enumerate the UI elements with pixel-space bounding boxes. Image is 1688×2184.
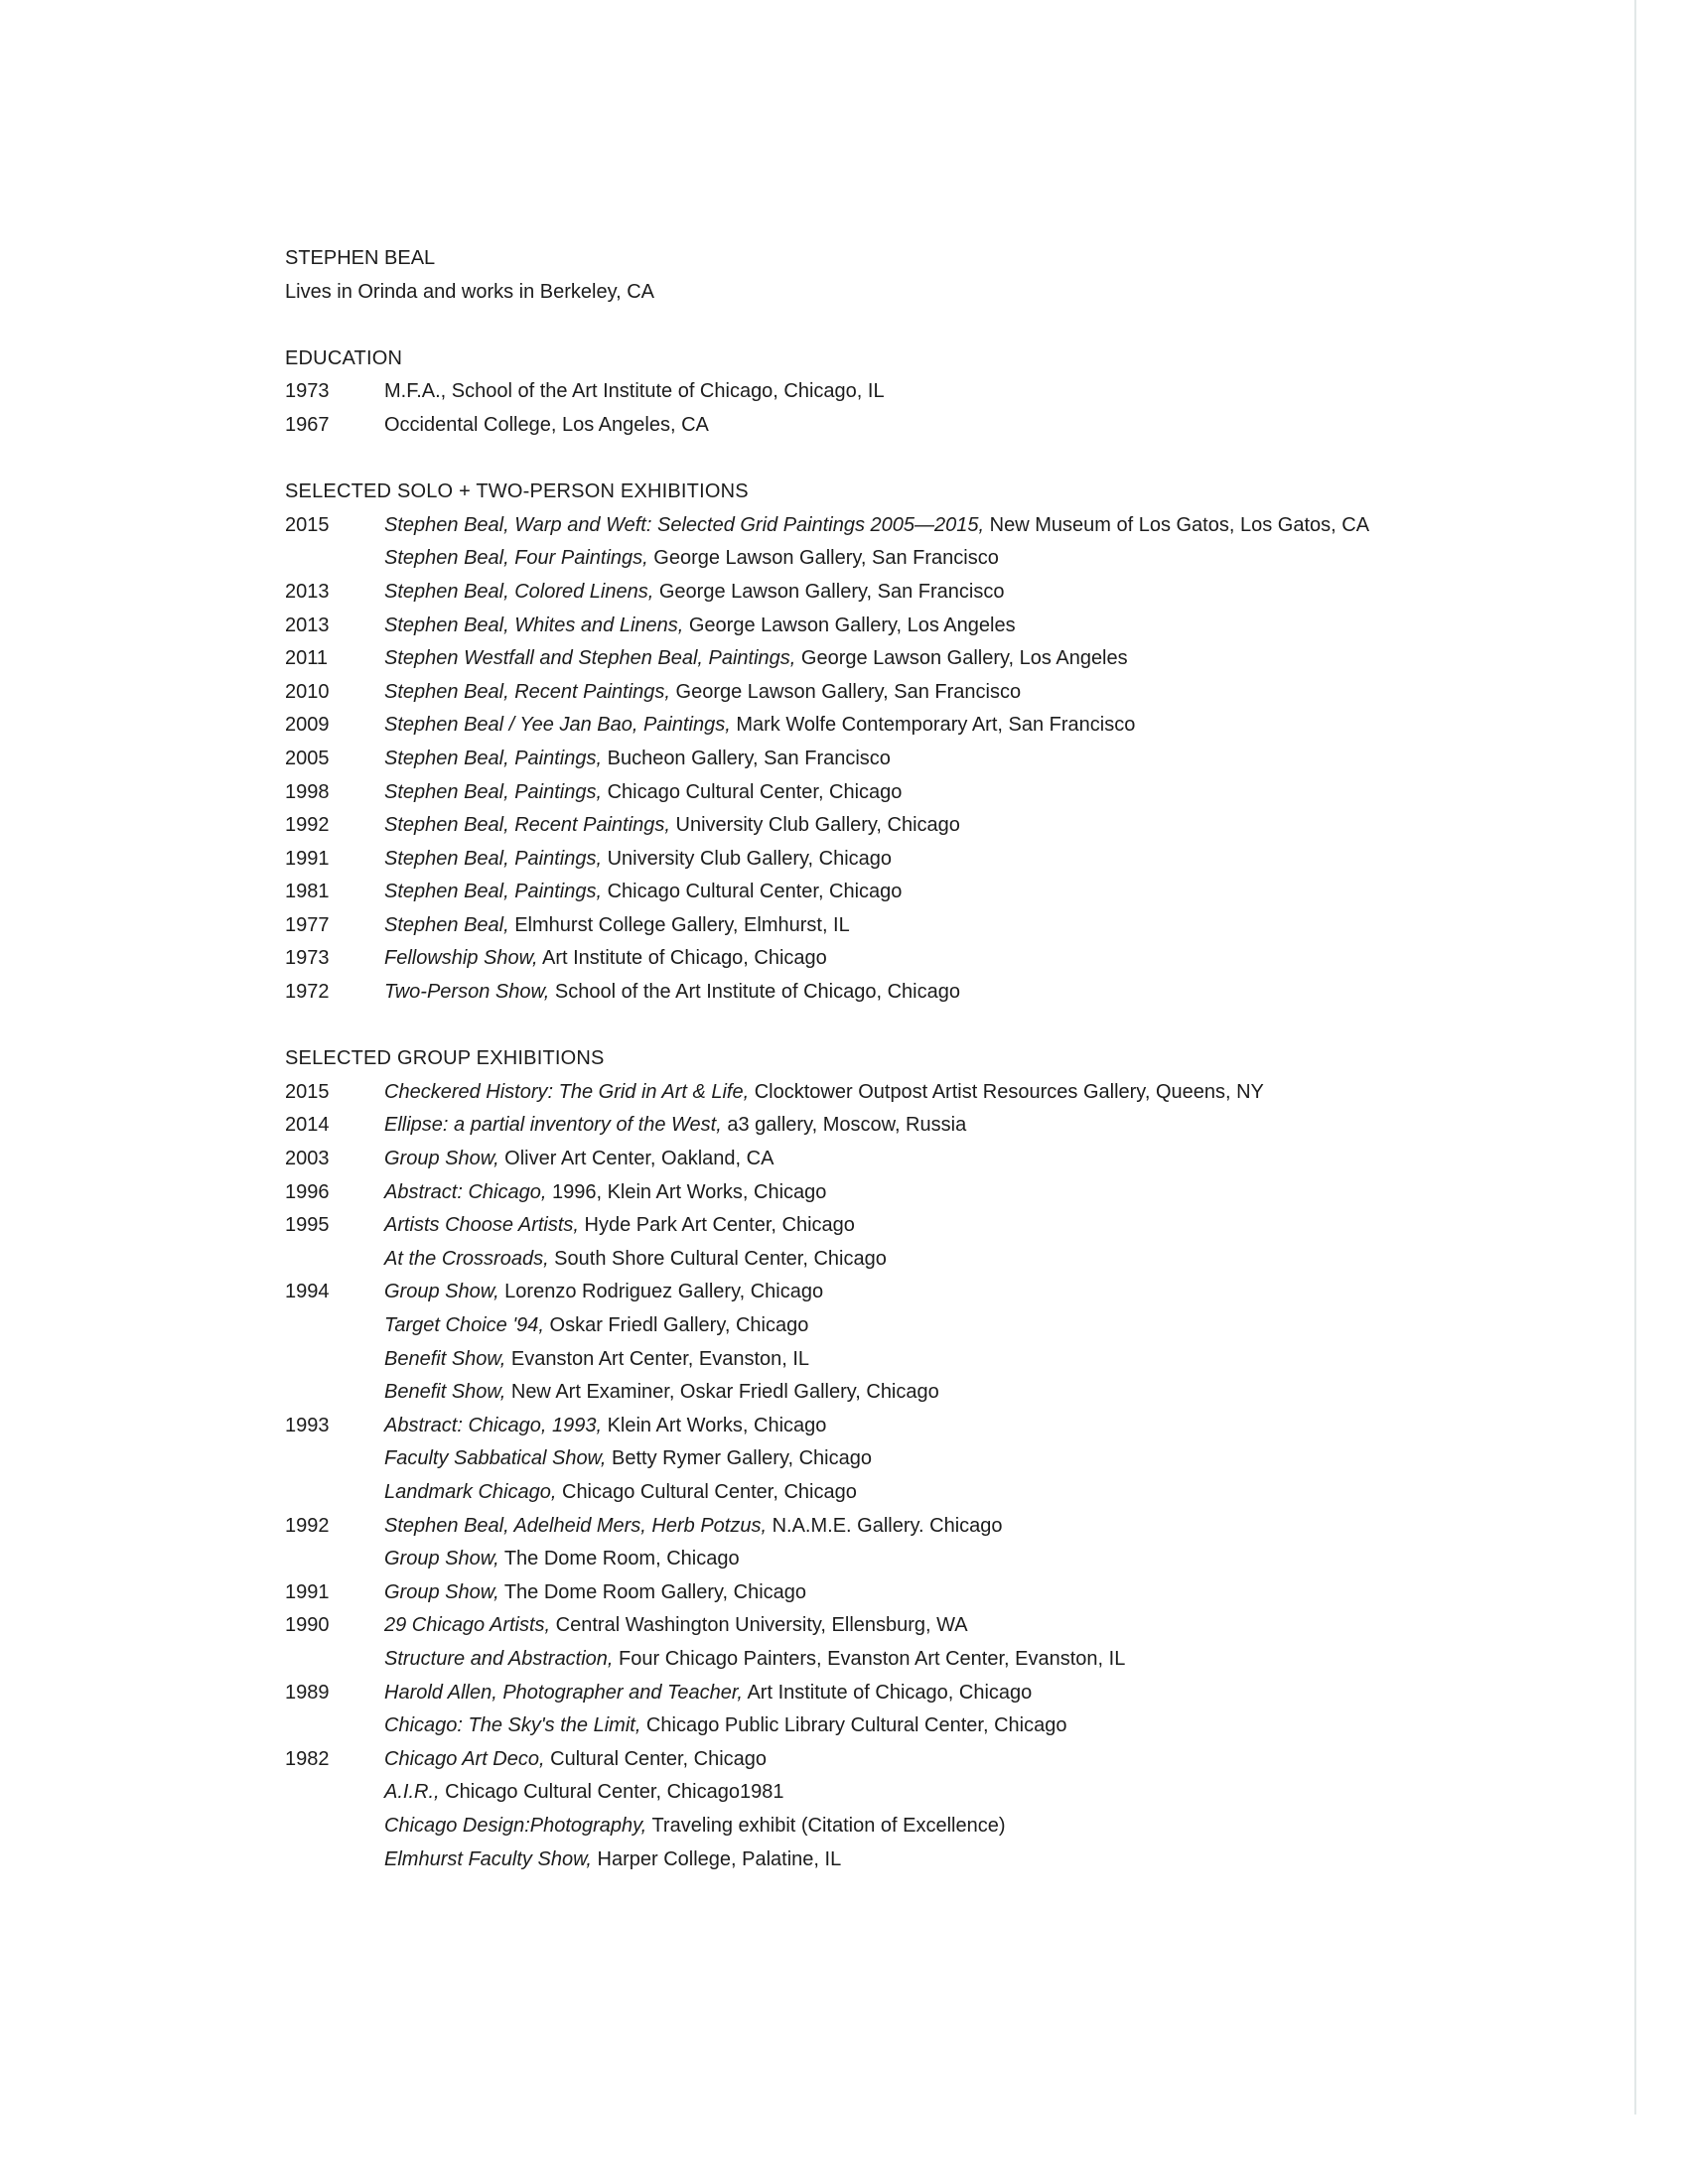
- entry-year: 2009: [285, 714, 330, 737]
- entry-text: [384, 1209, 1477, 1243]
- exhibition-venue: Bucheon Gallery, San Francisco: [602, 747, 891, 769]
- exhibition-title: 29 Chicago Artists,: [384, 1614, 551, 1637]
- entry-year: [285, 1709, 384, 1743]
- exhibition-title: Faculty Sabbatical Show,: [384, 1447, 607, 1470]
- exhibition-title: Harold Allen, Photographer and Teacher,: [384, 1681, 743, 1704]
- entry-text: [384, 610, 1477, 643]
- entry-text: [384, 976, 1477, 1010]
- list-item: [285, 809, 1477, 843]
- list-item: [285, 1643, 1477, 1677]
- entry-text: [384, 542, 1477, 576]
- exhibition-venue: Oskar Friedl Gallery, Chicago: [543, 1314, 809, 1336]
- entry-year: 1992: [285, 814, 330, 837]
- list-item: [285, 409, 1477, 443]
- entry-text: [384, 409, 1477, 443]
- list-item: [285, 876, 1477, 909]
- section-spacer: [285, 309, 1477, 342]
- entry-year: 1972: [285, 981, 330, 1004]
- cv-content: [285, 242, 1477, 1876]
- exhibition-title: Chicago Art Deco,: [384, 1747, 545, 1770]
- entry-text: [384, 676, 1477, 710]
- exhibition-venue: 1996, Klein Art Works, Chicago: [546, 1180, 827, 1203]
- list-item: [285, 542, 1477, 576]
- list-item: [285, 509, 1477, 543]
- exhibition-venue: University Club Gallery, Chicago: [602, 847, 892, 870]
- exhibition-title: Abstract: Chicago,: [384, 1180, 547, 1203]
- exhibition-title: Benefit Show,: [384, 1381, 506, 1404]
- education-heading: EDUCATION: [285, 346, 403, 369]
- list-item: [285, 676, 1477, 710]
- entry-year: 2005: [285, 747, 330, 769]
- entry-text: [384, 1109, 1477, 1143]
- entry-year: 1982: [285, 1747, 330, 1770]
- exhibition-venue: George Lawson Gallery, Los Angeles: [795, 647, 1128, 670]
- list-item: [285, 1476, 1477, 1510]
- exhibition-venue: New Art Examiner, Oskar Friedl Gallery, Chicago: [505, 1381, 939, 1404]
- exhibition-venue: University Club Gallery, Chicago: [669, 814, 960, 837]
- exhibition-venue: Chicago Cultural Center, Chicago: [602, 780, 903, 803]
- entry-text: [384, 1276, 1477, 1309]
- entry-text: [384, 1309, 1477, 1343]
- exhibition-title: Structure and Abstraction,: [384, 1647, 614, 1670]
- entry-year: 1995: [285, 1214, 330, 1237]
- entry-year: [285, 1476, 384, 1510]
- exhibition-venue: Harper College, Palatine, IL: [591, 1847, 842, 1870]
- exhibition-title: Benefit Show,: [384, 1347, 506, 1370]
- exhibition-title: Target Choice '94,: [384, 1314, 544, 1336]
- exhibition-venue: M.F.A., School of the Art Institute of Chicago, Chicago, IL: [384, 380, 885, 403]
- list-item: [285, 642, 1477, 676]
- exhibition-title: Elmhurst Faculty Show,: [384, 1847, 592, 1870]
- entry-year: 2013: [285, 580, 330, 603]
- entry-text: [384, 576, 1477, 610]
- section-spacer: [285, 443, 1477, 477]
- entry-text: [384, 909, 1477, 943]
- exhibition-title: Group Show,: [384, 1148, 499, 1170]
- entry-year: [285, 1776, 384, 1810]
- entry-text: [384, 1476, 1477, 1510]
- exhibition-venue: Mark Wolfe Contemporary Art, San Francisco: [730, 714, 1136, 737]
- list-item: [285, 1276, 1477, 1309]
- exhibition-title: Checkered History: The Grid in Art & Life,: [384, 1080, 750, 1103]
- list-item: [285, 843, 1477, 877]
- exhibition-venue: Betty Rymer Gallery, Chicago: [606, 1447, 872, 1470]
- group-exhibitions-list: [285, 1076, 1477, 1876]
- list-item: [285, 1209, 1477, 1243]
- entry-year: 2015: [285, 513, 330, 536]
- exhibition-venue: George Lawson Gallery, San Francisco: [647, 547, 999, 570]
- exhibition-title: Landmark Chicago,: [384, 1480, 557, 1503]
- entry-text: [384, 1510, 1477, 1544]
- entry-text: [384, 1442, 1477, 1476]
- list-item: [285, 1410, 1477, 1443]
- exhibition-venue: South Shore Cultural Center, Chicago: [548, 1247, 887, 1270]
- exhibition-title: Group Show,: [384, 1281, 499, 1303]
- entry-year: 1977: [285, 913, 330, 936]
- entry-text: [384, 809, 1477, 843]
- entry-text: [384, 942, 1477, 976]
- list-item: [285, 909, 1477, 943]
- exhibition-title: Group Show,: [384, 1548, 499, 1570]
- scan-edge-line: [1634, 0, 1636, 2115]
- entry-text: [384, 1776, 1477, 1810]
- exhibition-title: Stephen Beal, Four Paintings,: [384, 547, 648, 570]
- exhibition-venue: Oliver Art Center, Oakland, CA: [498, 1148, 774, 1170]
- exhibition-venue: Evanston Art Center, Evanston, IL: [505, 1347, 810, 1370]
- entry-year: 2011: [285, 647, 329, 670]
- exhibition-title: Chicago: The Sky's the Limit,: [384, 1714, 641, 1737]
- list-item: [285, 1109, 1477, 1143]
- list-item: [285, 1076, 1477, 1110]
- list-item: [285, 1743, 1477, 1777]
- exhibition-venue: George Lawson Gallery, Los Angeles: [683, 614, 1016, 636]
- entry-text: [384, 1843, 1477, 1877]
- list-item: [285, 1243, 1477, 1277]
- entry-year: 1991: [285, 1580, 330, 1603]
- exhibition-venue: Occidental College, Los Angeles, CA: [384, 413, 709, 436]
- exhibition-venue: School of the Art Institute of Chicago, Chicago: [549, 981, 960, 1004]
- list-item: [285, 1843, 1477, 1877]
- exhibition-venue: The Dome Room, Chicago: [498, 1548, 740, 1570]
- exhibition-venue: N.A.M.E. Gallery. Chicago: [767, 1514, 1003, 1537]
- list-item: [285, 1810, 1477, 1843]
- entry-text: [384, 1677, 1477, 1710]
- exhibition-venue: a3 gallery, Moscow, Russia: [721, 1114, 967, 1137]
- entry-text: [384, 1743, 1477, 1777]
- exhibition-venue: George Lawson Gallery, San Francisco: [669, 680, 1022, 703]
- exhibition-title: Stephen Beal, Recent Paintings,: [384, 814, 670, 837]
- solo-exhibitions-list: [285, 509, 1477, 1010]
- list-item: [285, 1176, 1477, 1210]
- entry-year: 1973: [285, 947, 330, 970]
- exhibition-title: Stephen Beal, Paintings,: [384, 881, 603, 903]
- list-item: [285, 1576, 1477, 1610]
- exhibition-venue: Chicago Cultural Center, Chicago: [556, 1480, 857, 1503]
- entry-year: [285, 1376, 384, 1410]
- list-item: [285, 610, 1477, 643]
- exhibition-venue: The Dome Room Gallery, Chicago: [498, 1580, 807, 1603]
- entry-text: [384, 1810, 1477, 1843]
- list-item: [285, 375, 1477, 409]
- exhibition-title: Stephen Beal,: [384, 913, 509, 936]
- entry-text: [384, 1709, 1477, 1743]
- exhibition-title: Stephen Beal, Whites and Linens,: [384, 614, 684, 636]
- entry-text: [384, 1076, 1477, 1110]
- exhibition-title: Stephen Beal, Paintings,: [384, 847, 603, 870]
- entry-year: 1981: [285, 881, 330, 903]
- exhibition-venue: Hyde Park Art Center, Chicago: [578, 1214, 855, 1237]
- exhibition-venue: Art Institute of Chicago, Chicago: [537, 947, 827, 970]
- exhibition-title: Two-Person Show,: [384, 981, 550, 1004]
- list-item: [285, 1609, 1477, 1643]
- entry-text: [384, 709, 1477, 743]
- entry-year: 2013: [285, 614, 330, 636]
- exhibition-title: Stephen Beal, Colored Linens,: [384, 580, 654, 603]
- entry-year: 1989: [285, 1681, 330, 1704]
- entry-year: 2014: [285, 1114, 330, 1137]
- exhibition-venue: Central Washington University, Ellensburg, WA: [550, 1614, 968, 1637]
- exhibition-title: Stephen Beal, Paintings,: [384, 747, 603, 769]
- exhibition-venue: Art Institute of Chicago, Chicago: [743, 1681, 1033, 1704]
- artist-location: Lives in Orinda and works in Berkeley, CA: [285, 280, 655, 303]
- list-item: [285, 942, 1477, 976]
- exhibition-title: Fellowship Show,: [384, 947, 538, 970]
- entry-year: [285, 1442, 384, 1476]
- entry-year: [285, 1243, 384, 1277]
- entry-text: [384, 1143, 1477, 1176]
- list-item: [285, 776, 1477, 810]
- exhibition-title: A.I.R.,: [384, 1781, 440, 1804]
- list-item: [285, 976, 1477, 1010]
- exhibition-venue: Four Chicago Painters, Evanston Art Center, Evanston, IL: [613, 1647, 1126, 1670]
- exhibition-venue: Chicago Cultural Center, Chicago: [602, 881, 903, 903]
- exhibition-venue: Chicago Cultural Center, Chicago1981: [439, 1781, 784, 1804]
- list-item: [285, 576, 1477, 610]
- entry-text: [384, 1609, 1477, 1643]
- entry-year: 1994: [285, 1281, 330, 1303]
- entry-text: [384, 876, 1477, 909]
- entry-year: 1967: [285, 413, 330, 436]
- exhibition-title: Chicago Design:Photography,: [384, 1814, 647, 1837]
- entry-text: [384, 1176, 1477, 1210]
- group-exhibitions-heading: SELECTED GROUP EXHIBITIONS: [285, 1047, 605, 1070]
- entry-text: [384, 1376, 1477, 1410]
- list-item: [285, 1776, 1477, 1810]
- exhibition-venue: Chicago Public Library Cultural Center, Chicago: [640, 1714, 1067, 1737]
- entry-year: 1991: [285, 847, 330, 870]
- entry-year: [285, 1543, 384, 1576]
- entry-year: [285, 1643, 384, 1677]
- list-item: [285, 1543, 1477, 1576]
- entry-text: [384, 743, 1477, 776]
- entry-text: [384, 1343, 1477, 1377]
- list-item: [285, 709, 1477, 743]
- entry-year: 2003: [285, 1148, 330, 1170]
- exhibition-venue: New Museum of Los Gatos, Los Gatos, CA: [984, 513, 1370, 536]
- exhibition-title: Abstract: Chicago, 1993,: [384, 1414, 603, 1436]
- solo-exhibitions-heading: SELECTED SOLO + TWO-PERSON EXHIBITIONS: [285, 480, 749, 503]
- list-item: [285, 1709, 1477, 1743]
- entry-text: [384, 1643, 1477, 1677]
- entry-text: [384, 843, 1477, 877]
- entry-year: [285, 542, 384, 576]
- exhibition-venue: Clocktower Outpost Artist Resources Gallery, Queens, NY: [749, 1080, 1264, 1103]
- exhibition-venue: George Lawson Gallery, San Francisco: [653, 580, 1005, 603]
- entry-text: [384, 642, 1477, 676]
- list-item: [285, 1309, 1477, 1343]
- section-spacer: [285, 1010, 1477, 1043]
- list-item: [285, 1376, 1477, 1410]
- entry-year: 2015: [285, 1080, 330, 1103]
- exhibition-title: Ellipse: a partial inventory of the West,: [384, 1114, 722, 1137]
- entry-year: 1998: [285, 780, 330, 803]
- entry-year: [285, 1810, 384, 1843]
- list-item: [285, 1677, 1477, 1710]
- exhibition-title: Stephen Beal, Warp and Weft: Selected Grid Paintings 2005—2015,: [384, 513, 985, 536]
- entry-year: [285, 1843, 384, 1877]
- exhibition-title: At the Crossroads,: [384, 1247, 549, 1270]
- exhibition-title: Stephen Beal, Paintings,: [384, 780, 603, 803]
- entry-text: [384, 1576, 1477, 1610]
- list-item: [285, 1510, 1477, 1544]
- entry-year: [285, 1309, 384, 1343]
- exhibition-venue: Elmhurst College Gallery, Elmhurst, IL: [508, 913, 850, 936]
- artist-name: STEPHEN BEAL: [285, 247, 436, 269]
- entry-text: [384, 1543, 1477, 1576]
- exhibition-venue: Klein Art Works, Chicago: [602, 1414, 827, 1436]
- exhibition-title: Stephen Beal, Adelheid Mers, Herb Potzus,: [384, 1514, 768, 1537]
- exhibition-venue: Lorenzo Rodriguez Gallery, Chicago: [498, 1281, 824, 1303]
- entry-year: 2010: [285, 680, 330, 703]
- exhibition-title: Stephen Beal / Yee Jan Bao, Paintings,: [384, 714, 731, 737]
- entry-text: [384, 776, 1477, 810]
- entry-text: [384, 1243, 1477, 1277]
- entry-year: [285, 1343, 384, 1377]
- list-item: [285, 743, 1477, 776]
- exhibition-title: Stephen Beal, Recent Paintings,: [384, 680, 670, 703]
- exhibition-venue: Cultural Center, Chicago: [544, 1747, 768, 1770]
- entry-year: 1973: [285, 380, 330, 403]
- entry-year: 1996: [285, 1180, 330, 1203]
- entry-text: [384, 1410, 1477, 1443]
- entry-year: 1992: [285, 1514, 330, 1537]
- list-item: [285, 1343, 1477, 1377]
- entry-year: 1993: [285, 1414, 330, 1436]
- exhibition-venue: Traveling exhibit (Citation of Excellence): [646, 1814, 1006, 1837]
- entry-year: 1990: [285, 1614, 330, 1637]
- list-item: [285, 1442, 1477, 1476]
- exhibition-title: Stephen Westfall and Stephen Beal, Paintings,: [384, 647, 796, 670]
- entry-text: [384, 375, 1477, 409]
- list-item: [285, 1143, 1477, 1176]
- exhibition-title: Group Show,: [384, 1580, 499, 1603]
- exhibition-title: Artists Choose Artists,: [384, 1214, 579, 1237]
- entry-text: [384, 509, 1477, 543]
- education-list: [285, 375, 1477, 442]
